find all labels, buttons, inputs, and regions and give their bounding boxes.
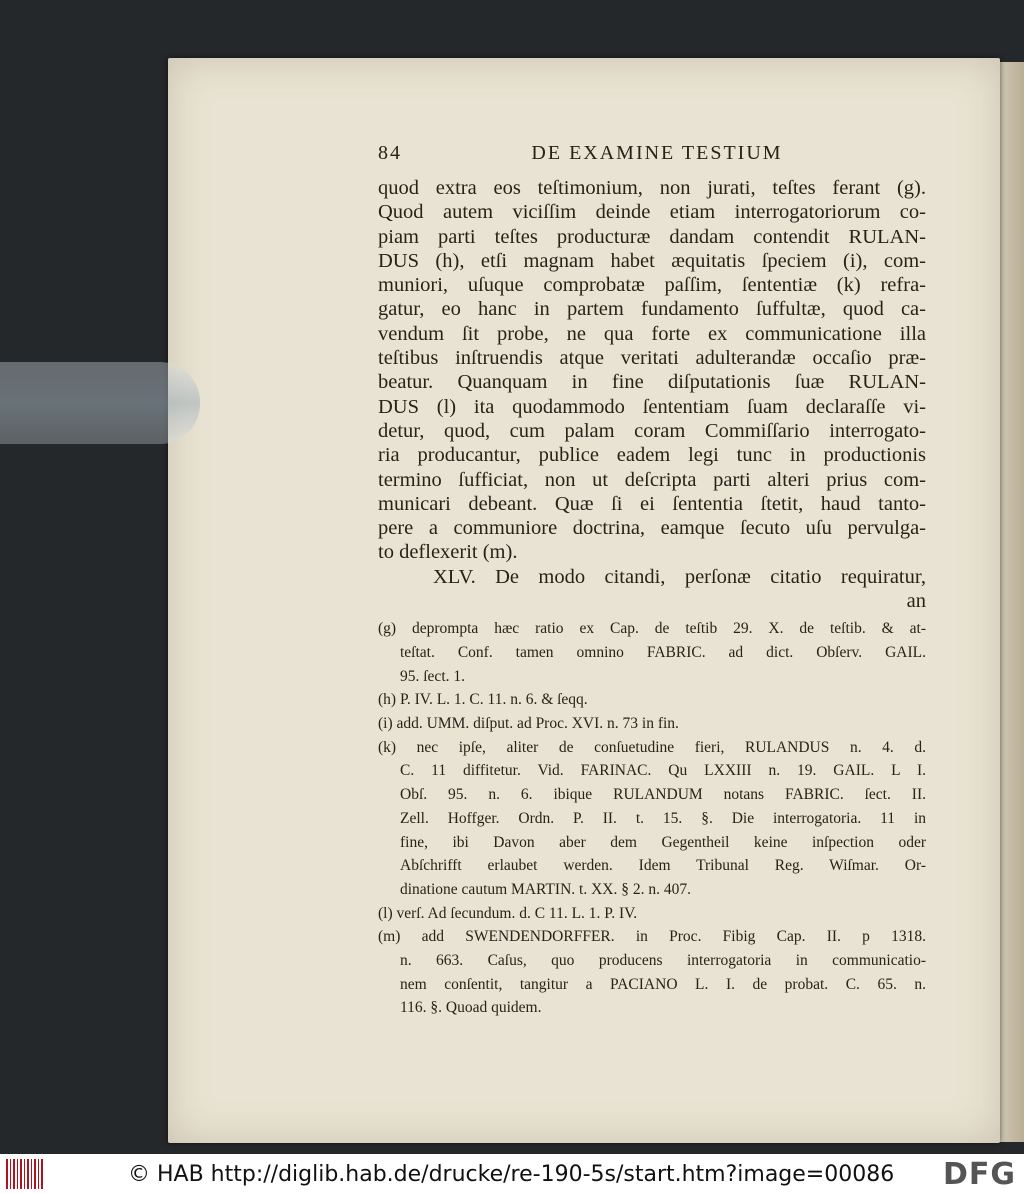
running-title: DE EXAMINE TESTIUM [531, 142, 783, 164]
holding-strap [0, 362, 200, 444]
body-line: detur, quod, cum palam coram Commiſſario interrogato- [378, 419, 926, 442]
page-text [378, 142, 926, 1020]
catchword: an [906, 590, 926, 613]
footnote-line: (h) P. IV. L. 1. C. 11. n. 6. & ſeqq. [378, 691, 588, 709]
footnote-line: Obſ. 95. n. 6. ibique RULANDUM notans FABRIC. ſect. II. [400, 786, 926, 804]
footnote-line: (k) nec ipſe, aliter de conſuetudine fieri, RULANDUS n. 4. d. [378, 738, 926, 756]
footnote-line: C. 11 diffitetur. Vid. FARINAC. Qu LXXIII n. 19. GAIL. L I. [400, 762, 926, 780]
footnote-line: (l) verſ. Ad ſecundum. d. C 11. L. 1. P. IV. [378, 904, 638, 922]
body-line: ria producantur, publice eadem legi tunc in productionis [378, 444, 926, 467]
footnote-line: 95. ſect. 1. [400, 667, 465, 685]
body-line: teſtibus inſtruendis atque veritati adulterandæ occaſio præ- [378, 347, 926, 370]
body-text [378, 176, 926, 613]
body-line: beatur. Quanquam in fine diſputationis ſuæ RULAN- [378, 371, 926, 394]
body-line: vendum ſit probe, ne qua forte ex communicatione illa [378, 322, 926, 345]
body-line: termino ſufficiat, non ut deſcripta parti alteri prius com- [378, 468, 926, 491]
page-number: 84 [378, 142, 402, 164]
body-line: Quod autem viciſſim deinde etiam interrogatoriorum co- [378, 201, 926, 224]
footnote-line: nem conſentit, tangitur a PACIANO L. I. de probat. C. 65. n. [400, 975, 926, 993]
footnote-line: Abſchrifft erlaubet werden. Idem Tribunal Reg. Wiſmar. Or- [400, 857, 926, 875]
body-line: to deflexerit (m). [378, 541, 518, 564]
page-header [378, 142, 926, 176]
hab-logo-icon [6, 1159, 44, 1189]
footnote-line: (m) add SWENDENDORFFER. in Proc. Fibig Cap. II. p 1318. [378, 928, 926, 946]
footnote-line: fine, ibi Davon aber dem Gegentheil keine inſpection oder [400, 833, 926, 851]
source-url[interactable]: © HAB http://diglib.hab.de/drucke/re-190-5s/start.htm?image=00086 [128, 1161, 895, 1187]
footnotes [378, 617, 926, 1020]
footnote-line: dinatione cautum MARTIN. t. XX. § 2. n. 407. [400, 880, 691, 898]
footnote-line: (i) add. UMM. diſput. ad Proc. XVI. n. 73 in fin. [378, 715, 679, 733]
body-line: pere a communiore doctrina, eamque ſecuto uſu pervulga- [378, 517, 926, 540]
footnote-line: (g) deprompta hæc ratio ex Cap. de teſtib 29. X. de teſtib. & at- [378, 620, 926, 638]
body-line: muniori, uſuque comprobatæ paſſim, ſententiæ (k) refra- [378, 274, 926, 297]
body-line: DUS (h), etſi magnam habet æquitatis ſpeciem (i), com- [378, 249, 926, 272]
footnote-line: teſtat. Conf. tamen omnino FABRIC. ad dict. Obſerv. GAIL. [400, 644, 926, 662]
footnote-line: n. 663. Caſus, quo producens interrogatoria in communicatio- [400, 951, 926, 969]
body-line: municari debeant. Quæ ſi ei ſententia ſtetit, haud tanto- [378, 492, 926, 515]
viewer-footer [0, 1154, 1024, 1194]
dfg-logo: DFG [942, 1156, 1016, 1192]
body-line: quod extra eos teſtimonium, non jurati, teſtes ferant (g). [378, 177, 926, 199]
body-line: gatur, eo hanc in partem fundamento ſuffultæ, quod ca- [378, 298, 926, 321]
footnote-line: 116. §. Quoad quidem. [400, 999, 542, 1017]
footnote-line: Zell. Hoffger. Ordn. P. II. t. 15. §. Die interrogatoria. 11 in [400, 809, 926, 827]
body-line: piam parti teſtes producturæ dandam contendit RULAN- [378, 225, 926, 248]
section-heading-line: XLV. De modo citandi, perſonæ citatio requiratur, [433, 565, 926, 588]
body-line: DUS (l) ita quodammodo ſententiam ſuam declaraſſe vi- [378, 395, 926, 418]
